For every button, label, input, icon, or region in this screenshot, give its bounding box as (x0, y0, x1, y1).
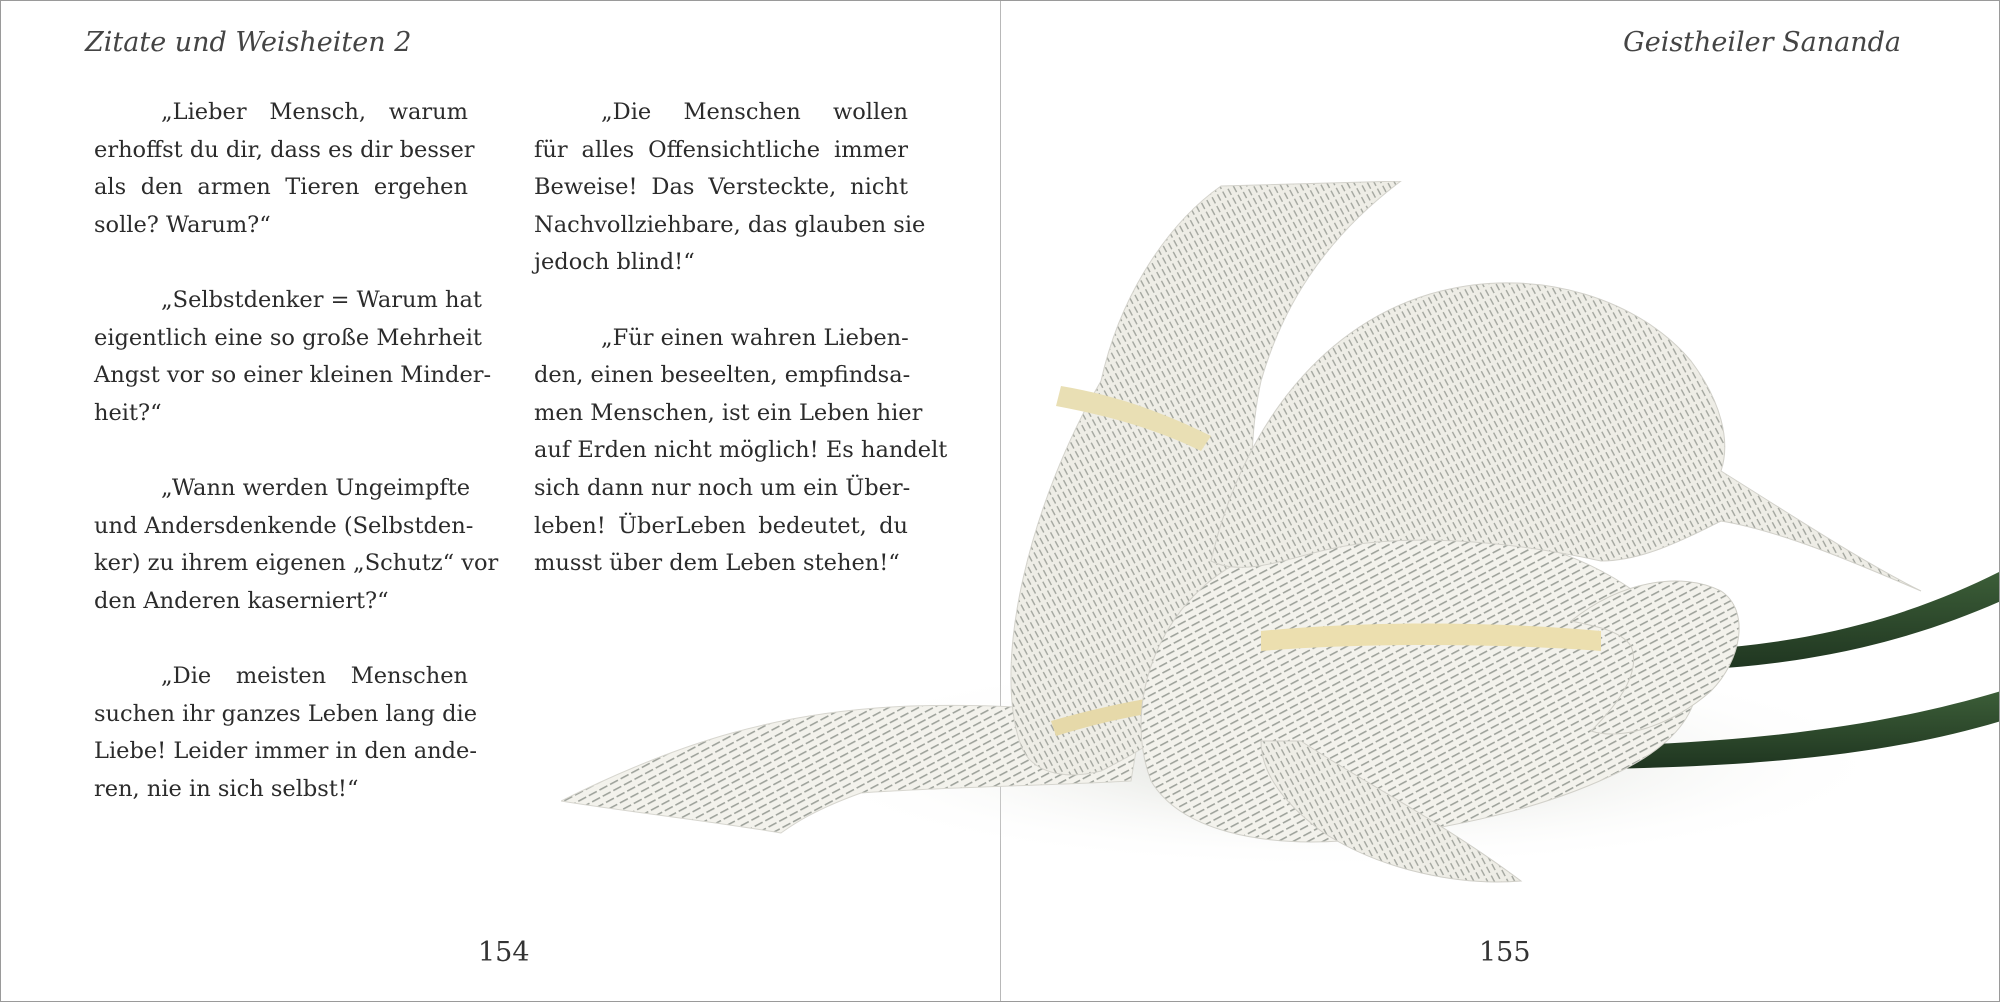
quote-line: Angst vor so einer kleinen Minder- (94, 362, 492, 389)
left-text-column-1 (94, 94, 499, 846)
quote-line: ker) zu ihrem eigenen „Schutz“ vor (94, 550, 499, 577)
quote-line: den, einen beseelten, empfindsa- (534, 362, 911, 389)
quote-line: eigentlich eine so große Mehrheit (94, 324, 482, 351)
quote-paragraph (94, 658, 478, 808)
page-number-left: 154 (478, 937, 530, 968)
quote-line: und Andersdenkende (Selbstden- (94, 512, 474, 539)
quote-line: „Die meisten Menschen (161, 662, 468, 689)
quote-paragraph (94, 94, 475, 244)
right-running-head: Geistheiler Sananda (1623, 27, 1901, 58)
quote-line: sich dann nur noch um ein Über- (534, 474, 911, 501)
quote-line: jedoch blind!“ (534, 249, 695, 276)
quote-paragraph (94, 470, 499, 620)
quote-line: „Die Menschen wollen (601, 99, 908, 125)
quote-line: leben! ÜberLeben bedeutet, du (534, 512, 908, 539)
quote-line: „Selbstdenker = Warum hat (161, 286, 482, 313)
quote-line: als den armen Tieren ergehen (94, 174, 468, 201)
quote-line: heit?“ (94, 399, 162, 426)
quote-line: suchen ihr ganzes Leben lang die (94, 700, 478, 727)
quote-line: men Menschen, ist ein Leben hier (534, 399, 923, 426)
quote-line: den Anderen kaserniert?“ (94, 587, 389, 614)
upper-flower-petal (1211, 283, 1921, 591)
quote-line: Beweise! Das Versteckte, nicht (534, 174, 908, 201)
quote-line: auf Erden nicht möglich! Es handelt (534, 437, 948, 464)
quote-line: „Für einen wahren Lieben- (601, 324, 909, 351)
quote-line: solle? Warum?“ (94, 211, 271, 238)
quote-line: ren, nie in sich selbst!“ (94, 775, 359, 802)
quote-line: Nachvollziehbare, das glauben sie (534, 211, 926, 238)
quote-line: musst über dem Leben stehen!“ (534, 550, 900, 577)
page-number-right: 155 (1479, 937, 1531, 968)
quote-line: für alles Offensichtliche immer (534, 136, 908, 163)
left-running-head: Zitate und Weisheiten 2 (85, 27, 412, 58)
quote-line: „Lieber Mensch, warum (161, 99, 468, 125)
quote-line: „Wann werden Ungeimpfte (161, 474, 471, 501)
quote-line: erhoffst du dir, dass es dir besser (94, 136, 475, 163)
quote-line: Liebe! Leider immer in den ande- (94, 738, 477, 765)
quote-paragraph (94, 282, 492, 432)
paper-calla-lily-image (561, 181, 2000, 941)
